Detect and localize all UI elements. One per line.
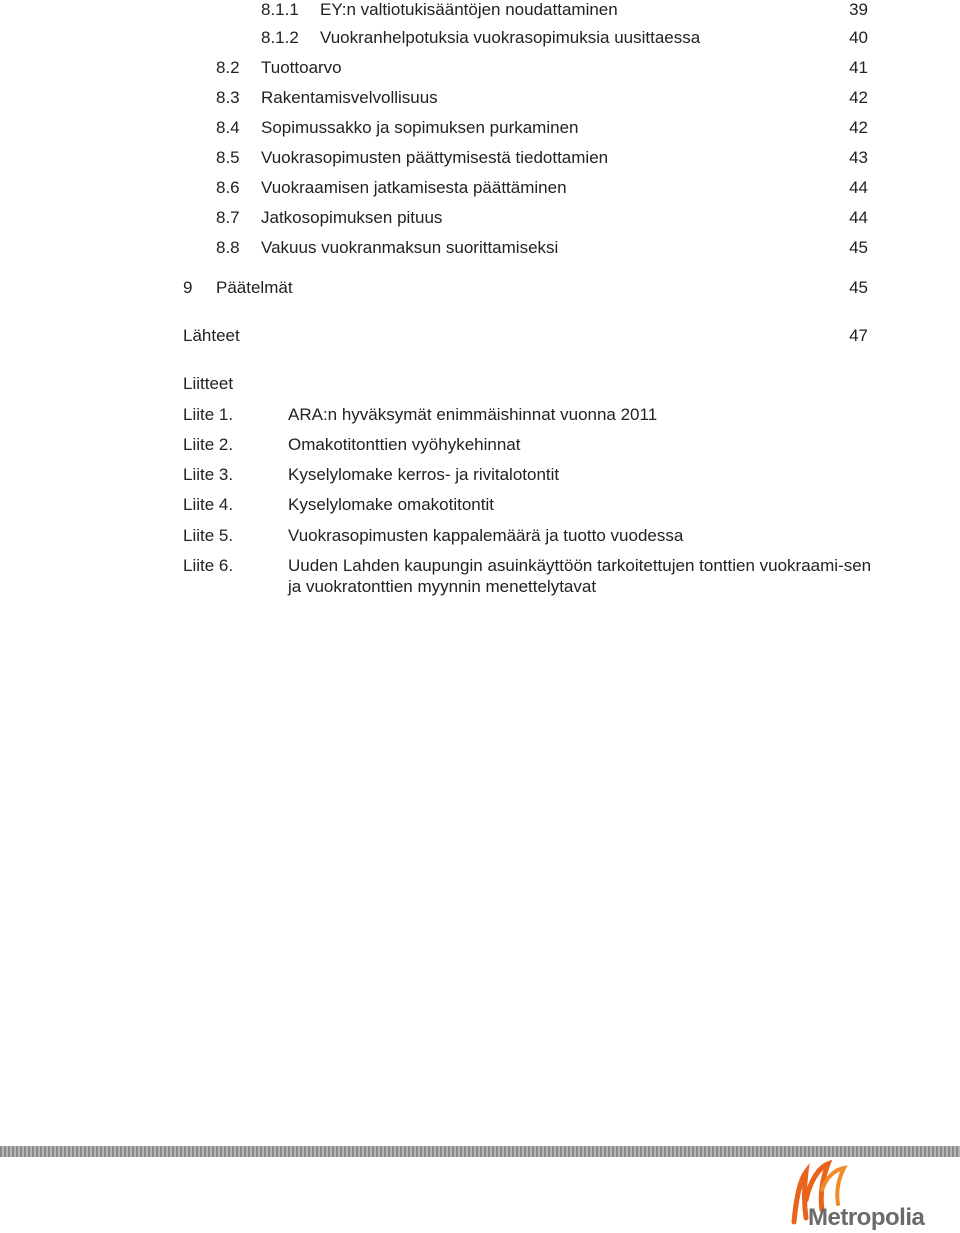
appendix-text: Kyselylomake kerros- ja rivitalotontit	[288, 465, 560, 484]
toc-page-number: 42	[849, 118, 868, 137]
appendix-label: Liite 5.	[183, 526, 234, 545]
appendix-text: Kyselylomake omakotitontit	[288, 495, 494, 514]
appendix-label: Liite 4.	[183, 495, 234, 514]
footer-stripe	[0, 1146, 960, 1157]
toc-number: 8.6	[216, 178, 240, 197]
appendix-label: Liite 6.	[183, 556, 234, 575]
toc-title: Päätelmät	[216, 278, 293, 297]
toc-title: Vuokrasopimusten päättymisestä tiedottamien	[261, 148, 609, 167]
toc-title: EY:n valtiotukisääntöjen noudattaminen	[320, 0, 618, 19]
toc-page-number: 44	[849, 208, 868, 227]
toc-title: Rakentamisvelvollisuus	[261, 88, 438, 107]
toc-title: Vakuus vuokranmaksun suorittamiseksi	[261, 238, 559, 257]
toc-title: Tuottoarvo	[261, 58, 342, 77]
toc-number: 8.7	[216, 208, 240, 227]
toc-title: Jatkosopimuksen pituus	[261, 208, 443, 227]
appendix-text: Uuden Lahden kaupungin asuinkäyttöön tarkoitettujen tonttien vuokraami-sen ja vuokratonttien myynnin menettelytavat	[288, 556, 872, 596]
toc-title: Vuokranhelpotuksia vuokrasopimuksia uusittaessa	[320, 28, 701, 47]
toc-page-number: 42	[849, 88, 868, 107]
toc-number: 8.4	[216, 118, 240, 137]
toc-title: Sopimussakko ja sopimuksen purkaminen	[261, 118, 579, 137]
toc-number: 8.5	[216, 148, 240, 167]
appendix-label: Liite 2.	[183, 435, 234, 454]
toc-page-number: 43	[849, 148, 868, 167]
appendix-label: Liite 1.	[183, 405, 234, 424]
metropolia-logo-text: Metropolia	[808, 1204, 925, 1231]
toc-page-number: 45	[849, 238, 868, 257]
toc-number: 8.1.2	[261, 28, 299, 47]
toc-page-number: 40	[849, 28, 868, 47]
toc-number: 8.3	[216, 88, 240, 107]
toc-page-number: 45	[849, 278, 868, 297]
appendix-label: Liite 3.	[183, 465, 234, 484]
toc-number: 9	[183, 278, 193, 297]
appendix-text: ARA:n hyväksymät enimmäishinnat vuonna 2011	[288, 405, 658, 424]
toc-page-number: 39	[849, 0, 868, 19]
toc-page-number: 47	[849, 326, 868, 345]
toc-page-number: 41	[849, 58, 868, 77]
toc-page-number: 44	[849, 178, 868, 197]
toc-number: 8.8	[216, 238, 240, 257]
toc-title: Vuokraamisen jatkamisesta päättäminen	[261, 178, 567, 197]
toc-number: 8.1.1	[261, 0, 299, 19]
appendix-text: Vuokrasopimusten kappalemäärä ja tuotto vuodessa	[288, 526, 684, 545]
toc-number: 8.2	[216, 58, 240, 77]
appendix-text: Omakotitonttien vyöhykehinnat	[288, 435, 521, 454]
appendices-heading: Liitteet	[183, 374, 234, 393]
toc-title: Lähteet	[183, 326, 240, 345]
